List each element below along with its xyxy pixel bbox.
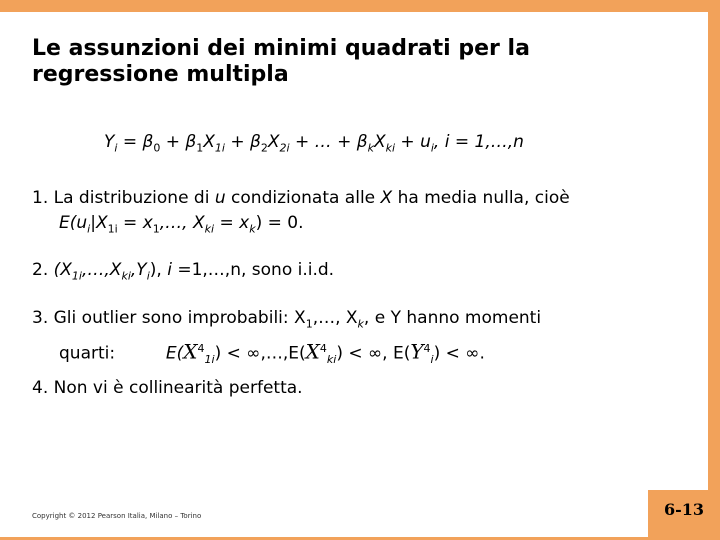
regression-equation: $Y_i = \beta_0 + \beta_1X_{1i} + \beta_2X_{2i}$ + … + $\beta_kX_{ki} + u_i$, i = 1,…,n [104,132,524,155]
assumption-4: 4. Non vi è collinearità perfetta. [32,378,303,398]
copyright-notice: Copyright © 2012 Pearson Italia, Milano – Torino [32,512,202,520]
right-frame-bar [708,0,720,540]
assumption-1: 1. La distribuzione di u condizionata alle X ha media nulla, cioè $E(u_i|X_{1i}$ = $x_1,\dots$, $X_{ki} = x_k) = 0$. [32,188,570,236]
slide-number: 6-13 [648,490,720,540]
assumption-2: 2. $(X_{1i},\dots,X_{ki},Y_i)$, i =1,…,n, sono i.i.d. [32,260,335,283]
top-frame-bar [0,0,720,12]
assumption-3: 3. Gli outlier sono improbabili: $X_1,\dots$, $X_k$, e Y hanno momenti quarti: $E(X^4_{1i})$ < $\infty,\dots,E(X^4_{ki})$ < ∞, $E(Y^4_i)$ < ∞. [32,308,542,367]
slide-title: Le assunzioni dei minimi quadrati per la regressione multipla [32,36,530,87]
